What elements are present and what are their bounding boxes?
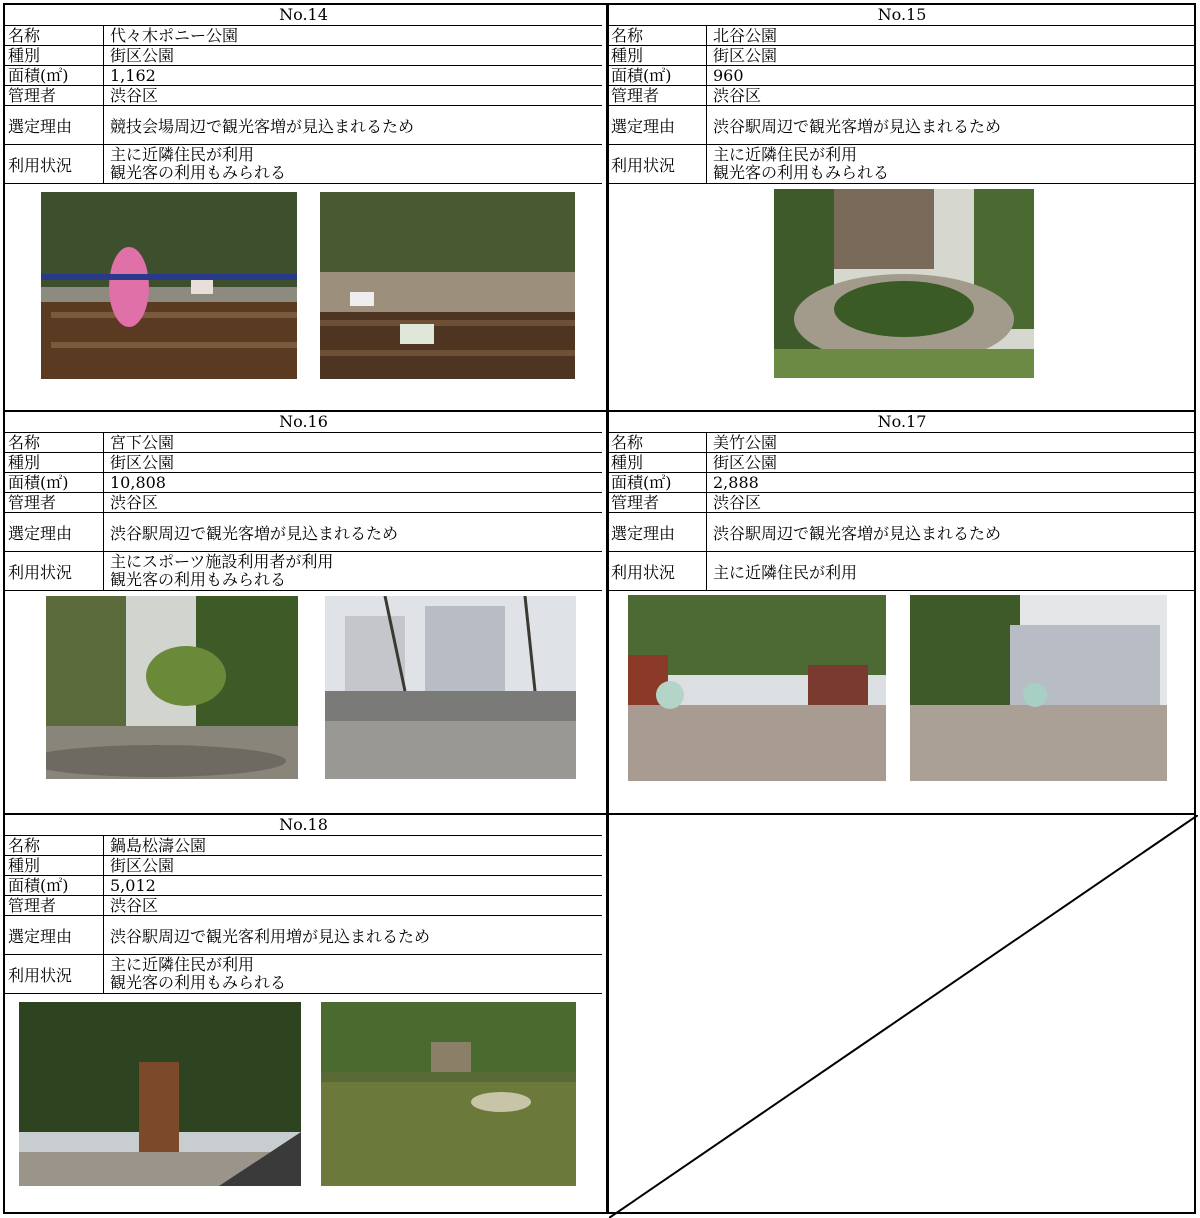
- type-row: [5, 856, 602, 876]
- area-label: 面積(㎡): [8, 875, 69, 895]
- area-label: 面積(㎡): [611, 65, 672, 85]
- park-photo: [320, 192, 575, 379]
- type-value: 街区公園: [103, 453, 602, 472]
- reason-label: 選定理由: [611, 116, 676, 136]
- manager-row: [608, 493, 1196, 513]
- reason-row: [608, 106, 1196, 145]
- reason-row: [5, 106, 602, 145]
- reason-label: 選定理由: [8, 523, 73, 543]
- area-value: 2,888: [706, 473, 1196, 492]
- park-photo: [321, 1002, 576, 1186]
- reason-value: 競技会場周辺で観光客増が見込まれるため: [103, 106, 602, 144]
- reason-row: [5, 916, 602, 955]
- area-label: 面積(㎡): [8, 472, 69, 492]
- reason-value: 渋谷駅周辺で観光客利用増が見込まれるため: [103, 916, 602, 954]
- area-row: [5, 66, 602, 86]
- park-number: No.18: [5, 815, 602, 836]
- park-photo: [910, 595, 1167, 781]
- type-label: 種別: [611, 452, 644, 472]
- photo-area: [5, 994, 602, 1197]
- usage-line: 主に近隣住民が利用: [713, 145, 858, 164]
- park-number: No.17: [608, 412, 1196, 433]
- manager-label: 管理者: [8, 492, 57, 512]
- name-label: 名称: [8, 25, 41, 45]
- photo-area: [5, 184, 602, 377]
- usage-line: 主にスポーツ施設利用者が利用: [110, 552, 334, 571]
- usage-value: [103, 145, 602, 183]
- park-photo: [46, 596, 298, 779]
- park-card-15: [608, 5, 1196, 377]
- name-value: 代々木ポニー公園: [103, 26, 602, 45]
- type-value: 街区公園: [103, 856, 602, 875]
- name-row: [5, 433, 602, 453]
- photo-area: [5, 591, 602, 784]
- name-row: [608, 433, 1196, 453]
- name-label: 名称: [8, 835, 41, 855]
- manager-row: [5, 896, 602, 916]
- reason-label: 選定理由: [8, 926, 73, 946]
- area-value: 1,162: [103, 66, 602, 85]
- reason-value: 渋谷駅周辺で観光客増が見込まれるため: [706, 106, 1196, 144]
- manager-label: 管理者: [611, 85, 660, 105]
- name-row: [608, 26, 1196, 46]
- usage-row: [5, 145, 602, 184]
- name-value: 美竹公園: [706, 433, 1196, 452]
- park-number: No.15: [608, 5, 1196, 26]
- name-value: 宮下公園: [103, 433, 602, 452]
- reason-value: 渋谷駅周辺で観光客増が見込まれるため: [103, 513, 602, 551]
- name-row: [5, 836, 602, 856]
- reason-label: 選定理由: [8, 116, 73, 136]
- manager-row: [5, 493, 602, 513]
- manager-value: 渋谷区: [103, 493, 602, 512]
- photo-area: [608, 591, 1196, 784]
- type-label: 種別: [8, 855, 41, 875]
- park-card-16: [5, 412, 602, 784]
- usage-value: [706, 145, 1196, 183]
- usage-row: [5, 552, 602, 591]
- area-row: [608, 66, 1196, 86]
- manager-value: 渋谷区: [706, 86, 1196, 105]
- manager-value: 渋谷区: [103, 896, 602, 915]
- manager-value: 渋谷区: [103, 86, 602, 105]
- park-survey-sheet: [3, 3, 1196, 1214]
- manager-value: 渋谷区: [706, 493, 1196, 512]
- usage-row: [608, 552, 1196, 591]
- manager-label: 管理者: [8, 85, 57, 105]
- reason-row: [5, 513, 602, 552]
- park-photo: [19, 1002, 301, 1186]
- park-photo: [628, 595, 886, 781]
- type-value: 街区公園: [706, 453, 1196, 472]
- park-photo: [774, 189, 1034, 378]
- area-value: 960: [706, 66, 1196, 85]
- type-row: [5, 453, 602, 473]
- usage-value: 主に近隣住民が利用: [706, 552, 1196, 590]
- reason-label: 選定理由: [611, 523, 676, 543]
- park-card-14: [5, 5, 602, 377]
- park-photo: [325, 596, 576, 779]
- usage-label: 利用状況: [8, 965, 73, 985]
- type-row: [608, 46, 1196, 66]
- type-label: 種別: [8, 452, 41, 472]
- usage-line: 主に近隣住民が利用: [110, 145, 255, 164]
- name-value: 鍋島松濤公園: [103, 836, 602, 855]
- type-label: 種別: [8, 45, 41, 65]
- reason-value: 渋谷駅周辺で観光客増が見込まれるため: [706, 513, 1196, 551]
- manager-row: [5, 86, 602, 106]
- area-row: [608, 473, 1196, 493]
- area-label: 面積(㎡): [611, 472, 672, 492]
- usage-label: 利用状況: [611, 562, 676, 582]
- photo-area: [608, 184, 1196, 377]
- usage-label: 利用状況: [8, 562, 73, 582]
- usage-line: 観光客の利用もみられる: [110, 570, 287, 589]
- name-label: 名称: [611, 432, 644, 452]
- usage-line: 主に近隣住民が利用: [110, 955, 255, 974]
- usage-value: [103, 955, 602, 993]
- park-number: No.16: [5, 412, 602, 433]
- type-row: [5, 46, 602, 66]
- reason-row: [608, 513, 1196, 552]
- usage-value: [103, 552, 602, 590]
- area-value: 10,808: [103, 473, 602, 492]
- area-row: [5, 876, 602, 896]
- park-card-18: [5, 815, 602, 1197]
- park-card-17: [608, 412, 1196, 784]
- type-row: [608, 453, 1196, 473]
- type-value: 街区公園: [706, 46, 1196, 65]
- park-number: No.14: [5, 5, 602, 26]
- area-row: [5, 473, 602, 493]
- manager-label: 管理者: [8, 895, 57, 915]
- usage-row: [608, 145, 1196, 184]
- manager-label: 管理者: [611, 492, 660, 512]
- park-photo: [41, 192, 297, 379]
- name-label: 名称: [8, 432, 41, 452]
- usage-line: 観光客の利用もみられる: [110, 973, 287, 992]
- name-value: 北谷公園: [706, 26, 1196, 45]
- usage-row: [5, 955, 602, 994]
- type-label: 種別: [611, 45, 644, 65]
- name-label: 名称: [611, 25, 644, 45]
- type-value: 街区公園: [103, 46, 602, 65]
- usage-line: 観光客の利用もみられる: [713, 163, 890, 182]
- manager-row: [608, 86, 1196, 106]
- usage-label: 利用状況: [8, 155, 73, 175]
- empty-cell-diagonal: [609, 815, 1198, 1218]
- name-row: [5, 26, 602, 46]
- usage-label: 利用状況: [611, 155, 676, 175]
- area-value: 5,012: [103, 876, 602, 895]
- area-label: 面積(㎡): [8, 65, 69, 85]
- usage-line: 観光客の利用もみられる: [110, 163, 287, 182]
